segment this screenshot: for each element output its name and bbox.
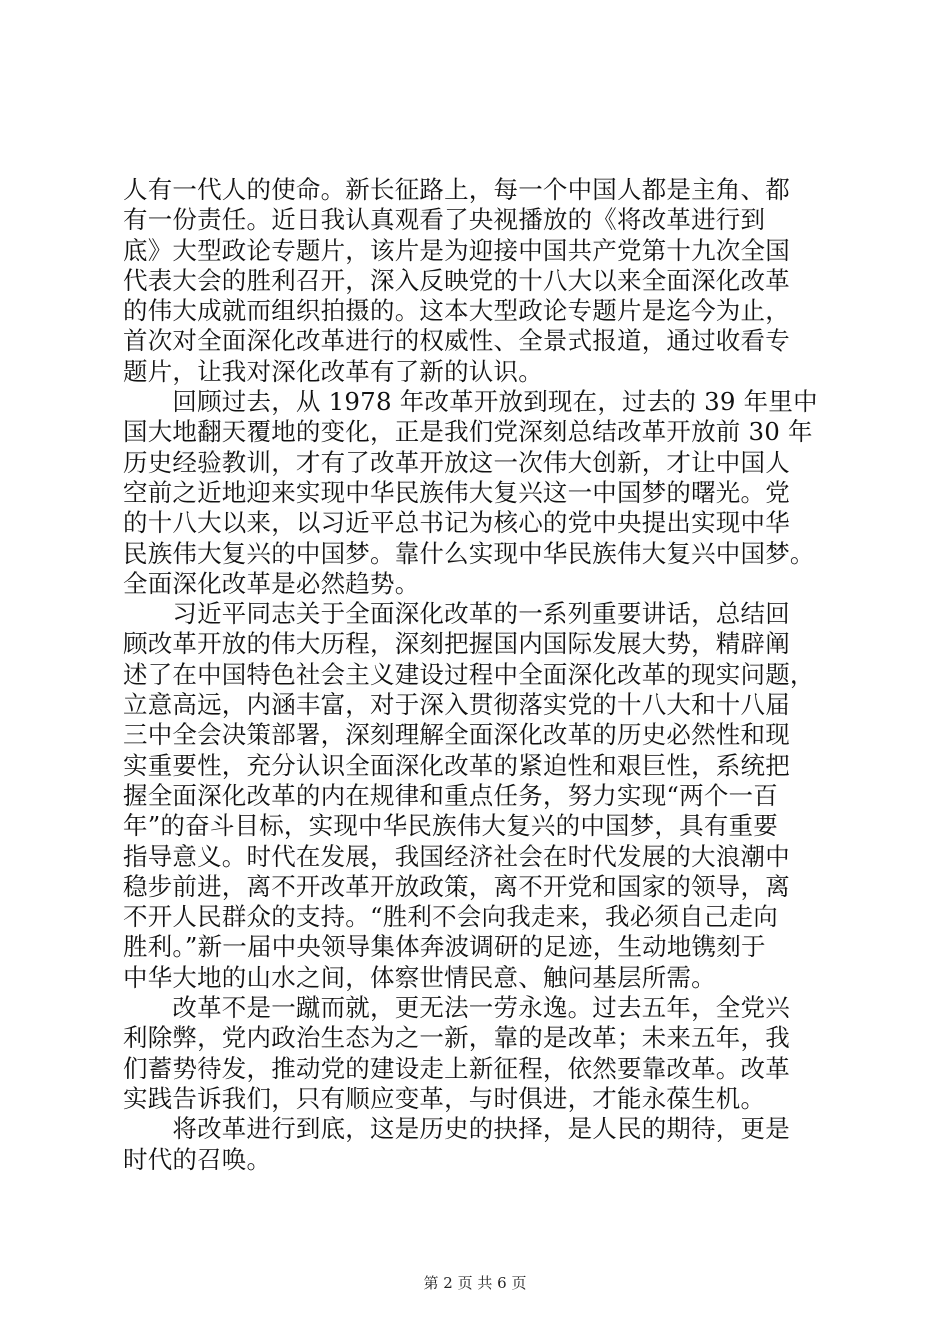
text-line: 的十八大以来，以习近平总书记为核心的党中央提出实现中华 (123, 508, 790, 538)
text-line: 民族伟大复兴的中国梦。靠什么实现中华民族伟大复兴中国梦。 (123, 538, 815, 568)
text-line: 全面深化改革是必然趋势。 (123, 568, 420, 598)
text-line: 时代的召唤。 (123, 1144, 272, 1174)
document-body (123, 175, 835, 1175)
text-line: 历史经验教训，才有了改革开放这一次伟大创新，才让中国人 (123, 447, 790, 477)
text-line: 年”的奋斗目标，实现中华民族伟大复兴的中国梦，具有重要 (123, 811, 778, 841)
text-line: 底》大型政论专题片，该片是为迎接中国共产党第十九次全国 (123, 235, 790, 265)
text-line: 空前之近地迎来实现中华民族伟大复兴这一中国梦的曙光。党 (123, 477, 790, 507)
text-line: 人有一代人的使命。新长征路上，每一个中国人都是主角、都 (123, 175, 790, 204)
text-line: 们蓄势待发，推动党的建设走上新征程，依然要靠改革。改革 (123, 1053, 790, 1083)
text-line: 的伟大成就而组织拍摄的。这本大型政论专题片是迄今为止， (123, 296, 790, 326)
text-line: 中华大地的山水之间，体察世情民意、触问基层所需。 (123, 962, 716, 992)
text-line: 实重要性，充分认识全面深化改革的紧迫性和艰巨性，系统把 (123, 750, 790, 780)
text-line: 述了在中国特色社会主义建设过程中全面深化改革的现实问题， (123, 659, 815, 689)
page-number: 第 2 页 共 6 页 (423, 1274, 527, 1292)
text-line: 顾改革开放的伟大历程，深刻把握国内国际发展大势，精辟阐 (123, 629, 790, 659)
text-line: 指导意义。时代在发展，我国经济社会在时代发展的大浪潮中 (123, 841, 790, 871)
text-line: 有一份责任。近日我认真观看了央视播放的《将改革进行到 (123, 205, 766, 235)
text-line: 不开人民群众的支持。“胜利不会向我走来，我必须自己走向 (123, 902, 778, 932)
text-line: 将改革进行到底，这是历史的抉择，是人民的期待，更是 (123, 1114, 790, 1144)
text-line: 利除弊，党内政治生态为之一新，靠的是改革；未来五年，我 (123, 1023, 790, 1053)
text-line: 立意高远，内涵丰富，对于深入贯彻落实党的十八大和十八届 (123, 690, 790, 720)
text-line: 习近平同志关于全面深化改革的一系列重要讲话，总结回 (123, 599, 790, 629)
text-line: 题片，让我对深化改革有了新的认识。 (123, 356, 543, 386)
text-line: 三中全会决策部署，深刻理解全面深化改革的历史必然性和现 (123, 720, 790, 750)
text-line: 握全面深化改革的内在规律和重点任务，努力实现“两个一百 (123, 780, 778, 810)
text-line: 首次对全面深化改革进行的权威性、全景式报道，通过收看专 (123, 326, 790, 356)
text-line: 回顾过去，从 1978 年改革开放到现在，过去的 39 年里中 (123, 387, 818, 417)
text-line: 稳步前进，离不开改革开放政策，离不开党和国家的领导，离 (123, 871, 790, 901)
text-line: 国大地翻天覆地的变化，正是我们党深刻总结改革开放前 30 年 (123, 417, 813, 447)
text-line: 实践告诉我们，只有顺应变革，与时俱进，才能永葆生机。 (123, 1083, 766, 1113)
text-line: 代表大会的胜利召开，深入反映党的十八大以来全面深化改革 (123, 265, 790, 295)
text-line: 改革不是一蹴而就，更无法一劳永逸。过去五年，全党兴 (123, 993, 790, 1023)
text-line: 胜利。”新一届中央领导集体奔波调研的足迹，生动地镌刻于 (123, 932, 766, 962)
